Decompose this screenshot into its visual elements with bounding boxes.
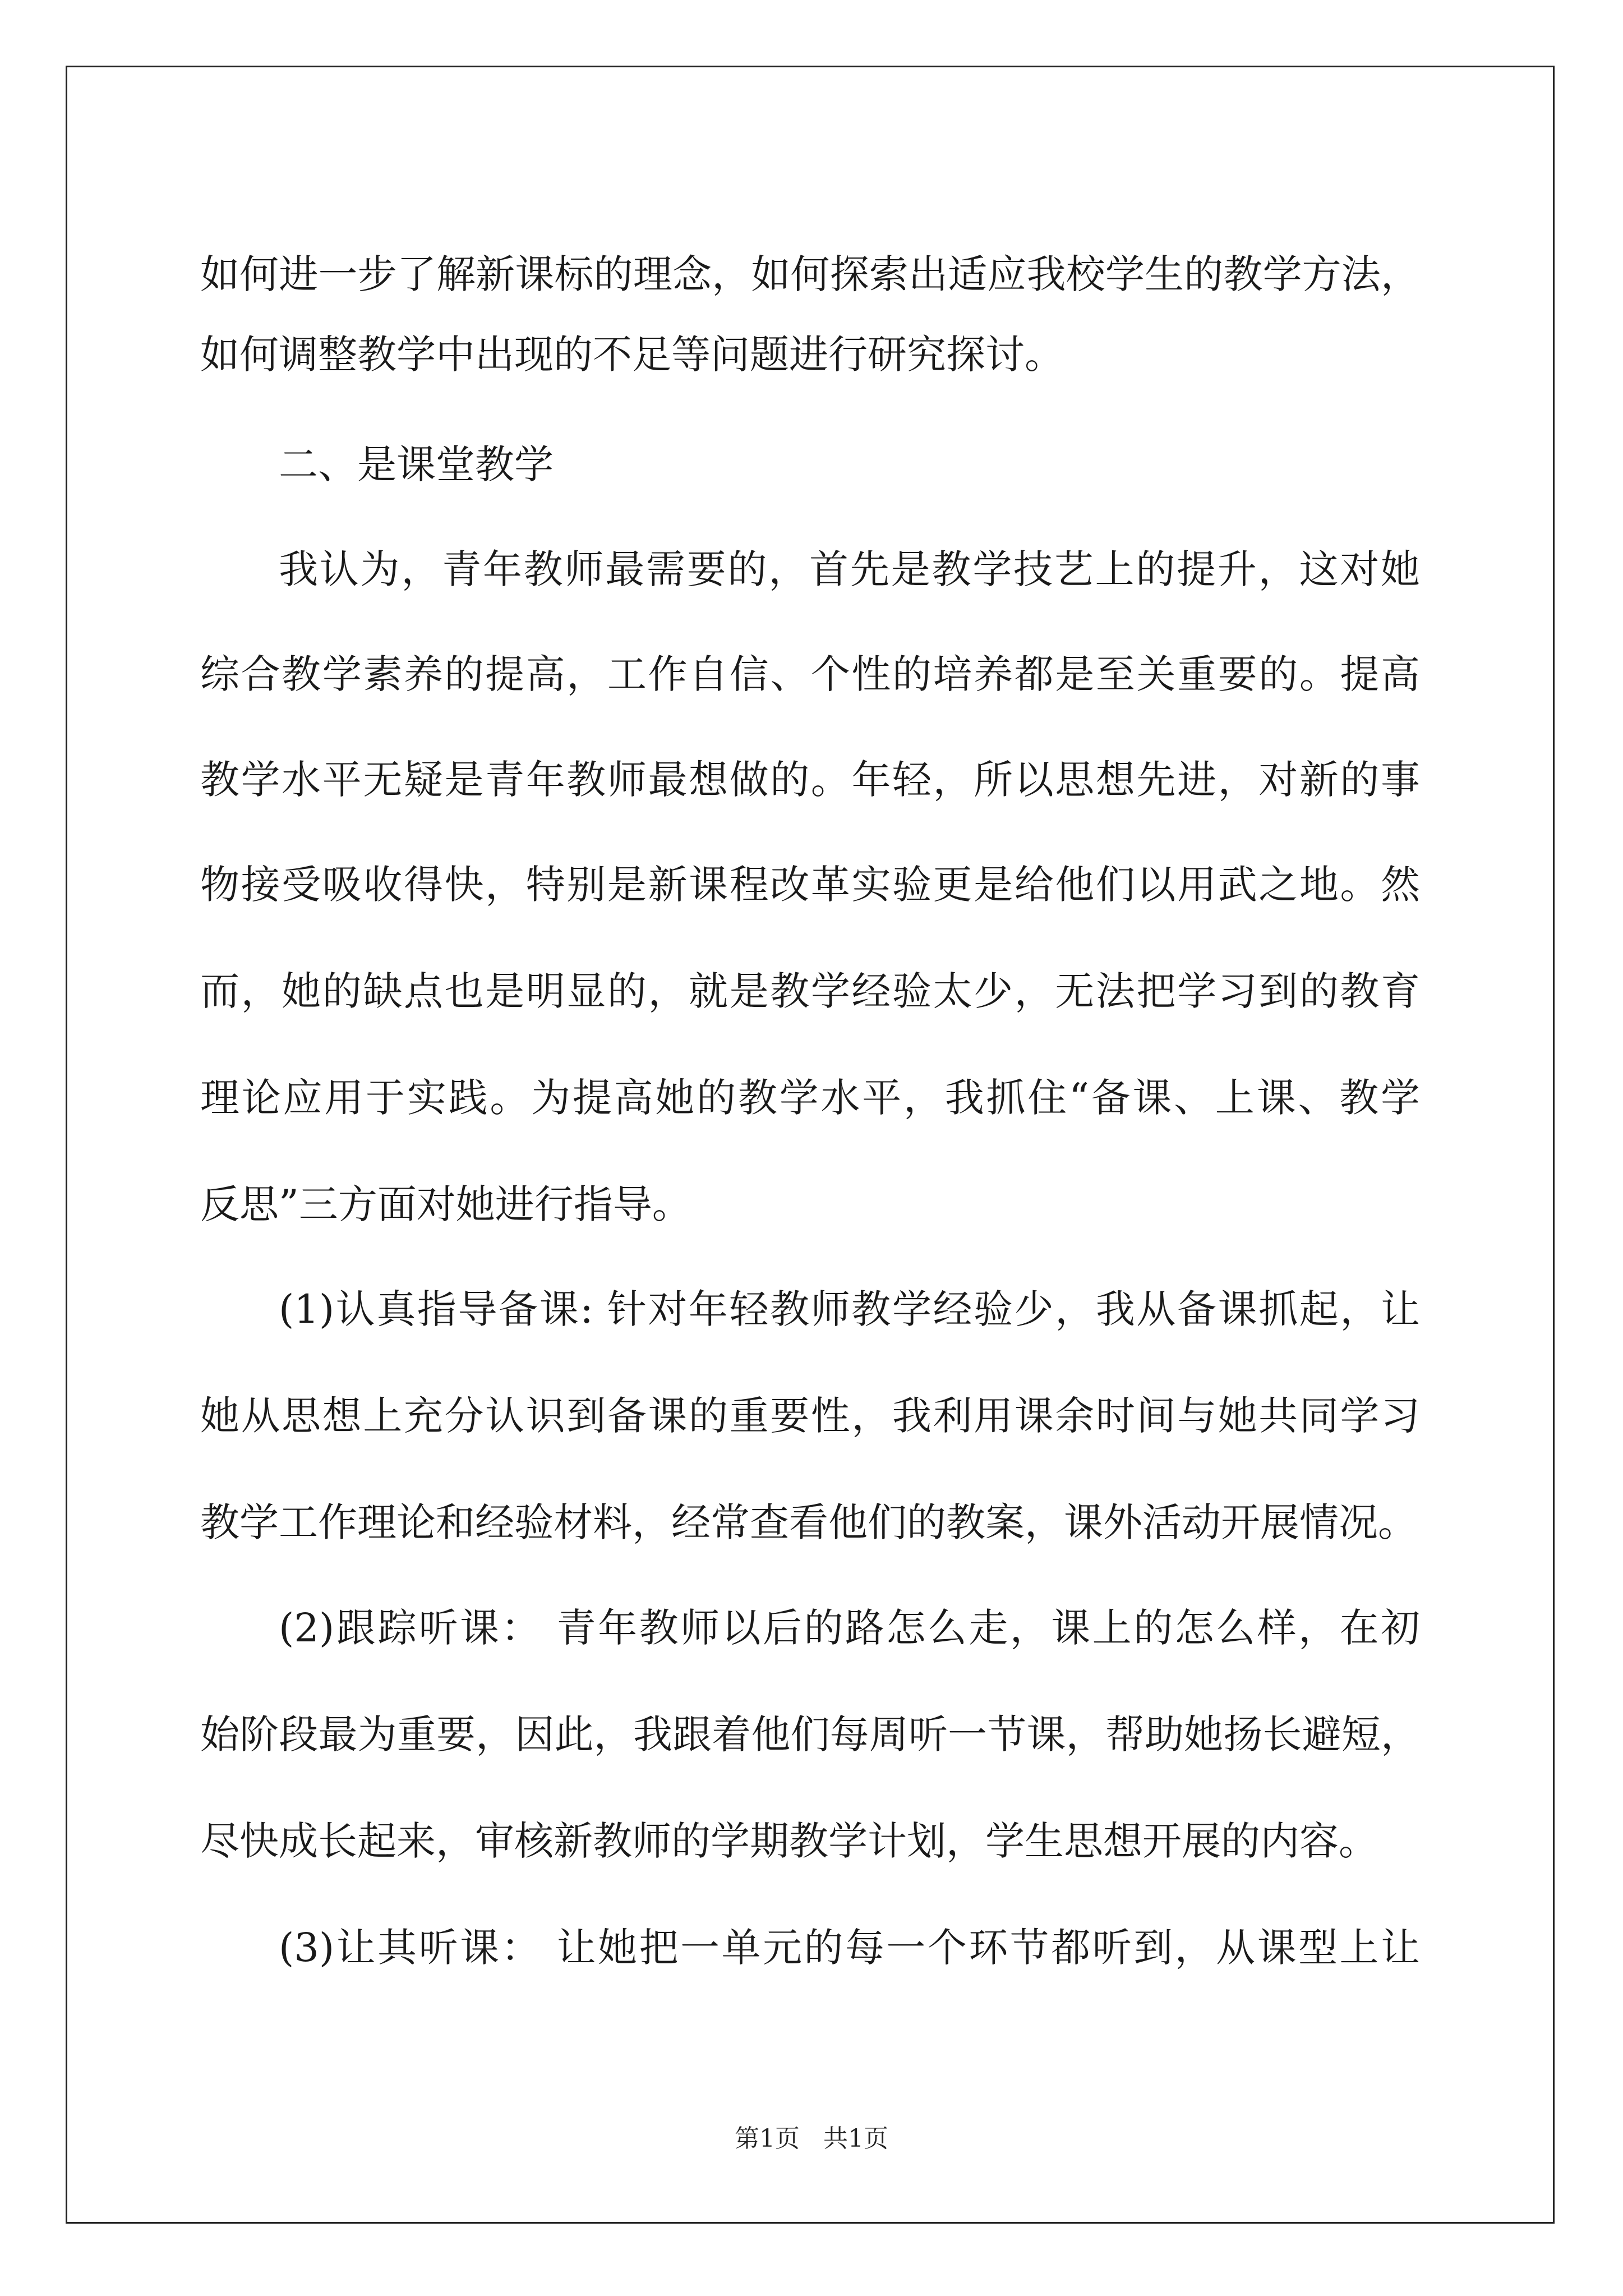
paragraph-line: 如何进一步了解新课标的理念，如何探索出适应我校学生的教学方法，	[200, 251, 1420, 297]
paragraph-line: 物接受吸收得快，特别是新课程改革实验更是给他们以用武之地。然	[200, 862, 1420, 908]
paragraph-line: 如何调整教学中出现的不足等问题进行研究探讨。	[200, 332, 1064, 378]
paragraph-line: 始阶段最为重要，因此，我跟着他们每周听一节课，帮助她扬长避短，	[200, 1711, 1420, 1757]
paragraph-line: 教学工作理论和经验材料，经常查看他们的教案，课外活动开展情况。	[200, 1499, 1417, 1545]
paragraph-line: (2)跟踪听课： 青年教师以后的路怎么走，课上的怎么样，在初	[279, 1605, 1420, 1651]
page-number-footer: 第1页 共1页	[735, 2124, 888, 2153]
section-heading-text: 二、是课堂教学	[279, 441, 554, 487]
paragraph-line: 她从思想上充分认识到备课的重要性，我利用课余时间与她共同学习	[200, 1393, 1420, 1439]
paragraph-line: 我认为，青年教师最需要的，首先是教学技艺上的提升，这对她	[279, 546, 1420, 592]
paragraph-line: 教学水平无疑是青年教师最想做的。年轻，所以思想先进，对新的事	[200, 757, 1420, 803]
paragraph-line: 反思”三方面对她进行指导。	[200, 1181, 691, 1227]
page-border	[66, 66, 1555, 2224]
paragraph-line: (1)认真指导备课: 针对年轻教师教学经验少，我从备课抓起，让	[279, 1286, 1420, 1332]
paragraph-line: 理论应用于实践。为提高她的教学水平，我抓住“备课、上课、教学	[200, 1075, 1420, 1121]
paragraph-line: 而，她的缺点也是明显的，就是教学经验太少，无法把学习到的教育	[200, 968, 1420, 1014]
paragraph-line: (3)让其听课： 让她把一单元的每一个环节都听到，从课型上让	[279, 1925, 1420, 1971]
paragraph-line: 综合教学素养的提高，工作自信、个性的培养都是至关重要的。提高	[200, 651, 1420, 697]
paragraph-line: 尽快成长起来，审核新教师的学期教学计划，学生思想开展的内容。	[200, 1818, 1378, 1864]
